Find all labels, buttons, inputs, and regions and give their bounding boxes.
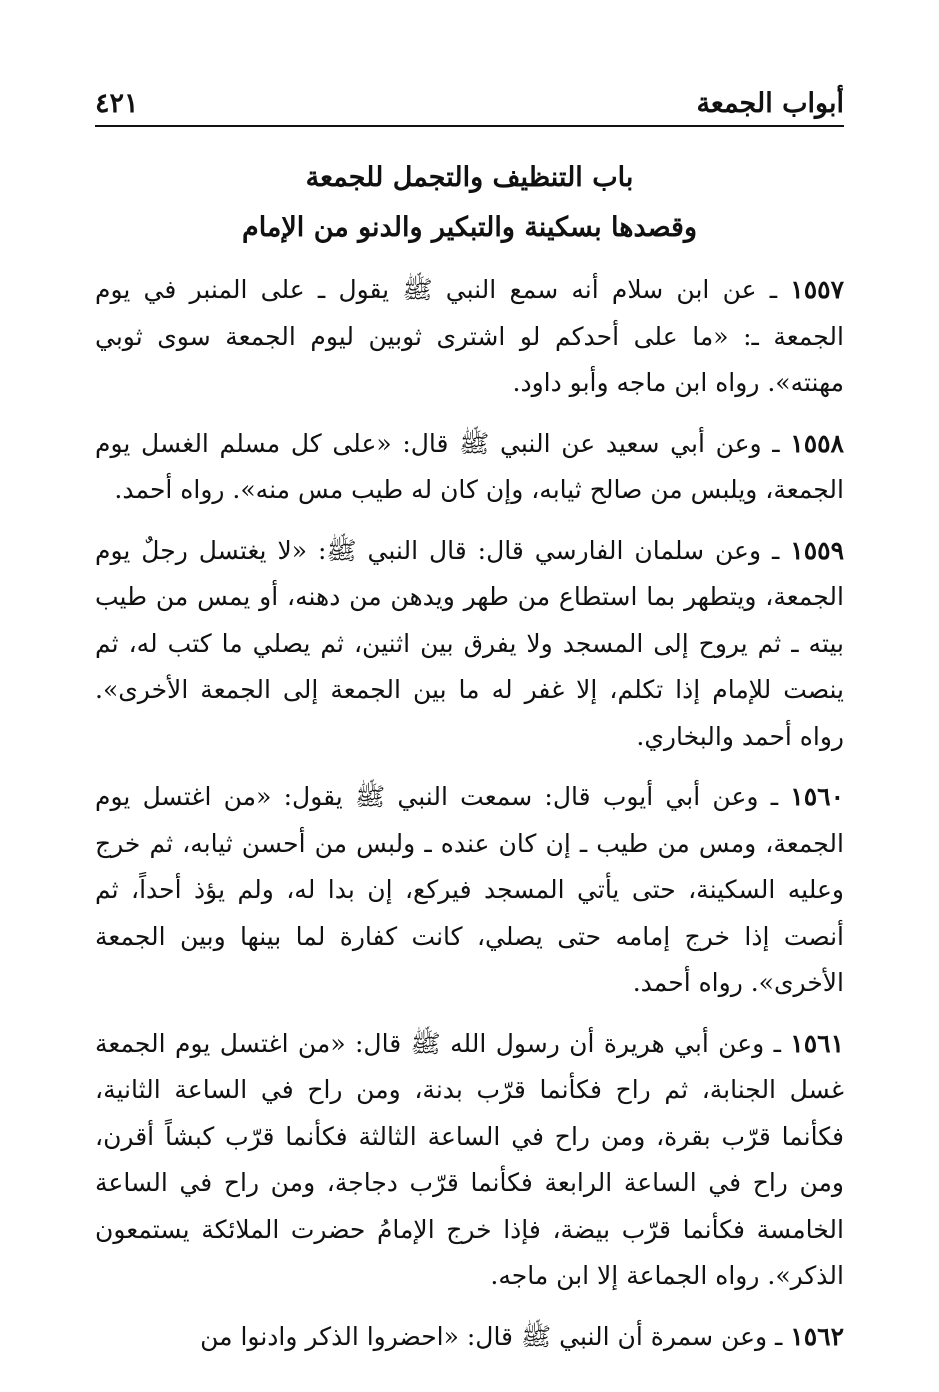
hadith-number: ١٥٥٨ [790,428,844,458]
hadith-text: ـ وعن سلمان الفارسي قال: قال النبي ﷺ: «لا يغتسل رجلٌ يوم الجمعة، ويتطهر بما استطاع من طهر ويدهن من دهنه، أو يمس من طيب بيته ـ ثم يروح إلى المسجد ولا يفرق بين اثنين، ثم يصلي ما كتب له، ثم ينصت للإمام إذا تكلم، إلا غفر له ما بين الجمعة إلى الجمعة الأخرى». رواه أحمد والبخاري. [95,535,844,751]
hadith-1561 [95,1021,844,1300]
chapter-title-line-2: وقصدها بسكينة والتبكير والدنو من الإمام [241,212,698,243]
hadith-number: ١٥٦٠ [790,782,845,811]
hadith-1562 [95,1314,844,1361]
chapter-title-line-1: باب التنظيف والتجمل للجمعة [305,162,634,193]
page-number: ٤٢١ [95,88,139,119]
chapter-title [95,153,844,253]
hadith-number: ١٥٥٧ [790,275,844,304]
hadith-text: ـ وعن سمرة أن النبي ﷺ قال: «احضروا الذكر وادنوا من [200,1321,783,1351]
hadith-1560 [95,774,844,1007]
hadith-number: ١٥٦٢ [790,1321,844,1351]
hadith-text: ـ عن ابن سلام أنه سمع النبي ﷺ يقول ـ على المنبر في يوم الجمعة ـ: «ما على أحدكم لو اشترى ثوبين ليوم الجمعة سوى ثوبي مهنته». رواه ابن ماجه وأبو داود. [95,275,844,397]
hadith-1558 [95,421,844,514]
hadith-number: ١٥٥٩ [790,535,844,565]
hadith-text: ـ وعن أبي هريرة أن رسول الله ﷺ قال: «من اغتسل يوم الجمعة غسل الجنابة، ثم راح فكأنما قرّب بدنة، ومن راح في الساعة الثانية، فكأنما قرّب بقرة، ومن راح في الساعة الثالثة فكأنما قرّب كبشاً أقرن، ومن راح في الساعة الرابعة فكأنما قرّب دجاجة، ومن راح في الساعة الخامسة فكأنما قرّب بيضة، فإذا خرج الإمامُ حضرت الملائكة يستمعون الذكر». رواه الجماعة إلا ابن ماجه. [95,1028,844,1290]
hadith-text: ـ وعن أبي سعيد عن النبي ﷺ قال: «على كل مسلم الغسل يوم الجمعة، ويلبس من صالح ثيابه، وإن كان له طيب مس منه». رواه أحمد. [95,428,844,504]
running-title: أبواب الجمعة [696,88,844,119]
page-header [95,88,844,127]
hadith-1559 [95,528,844,761]
hadith-1557 [95,267,844,407]
hadith-text: ـ وعن أبي أيوب قال: سمعت النبي ﷺ يقول: «من اغتسل يوم الجمعة، ومس من طيب ـ إن كان عنده ـ ولبس من أحسن ثيابه، ثم خرج وعليه السكينة، حتى يأتي المسجد فيركع، إن بدا له، ولم يؤذ أحداً، ثم أنصت إذا خرج إمامه حتى يصلي، كانت كفارة لما بينها وبين الجمعة الأخرى». رواه أحمد. [95,782,844,997]
hadith-number: ١٥٦١ [790,1028,844,1058]
